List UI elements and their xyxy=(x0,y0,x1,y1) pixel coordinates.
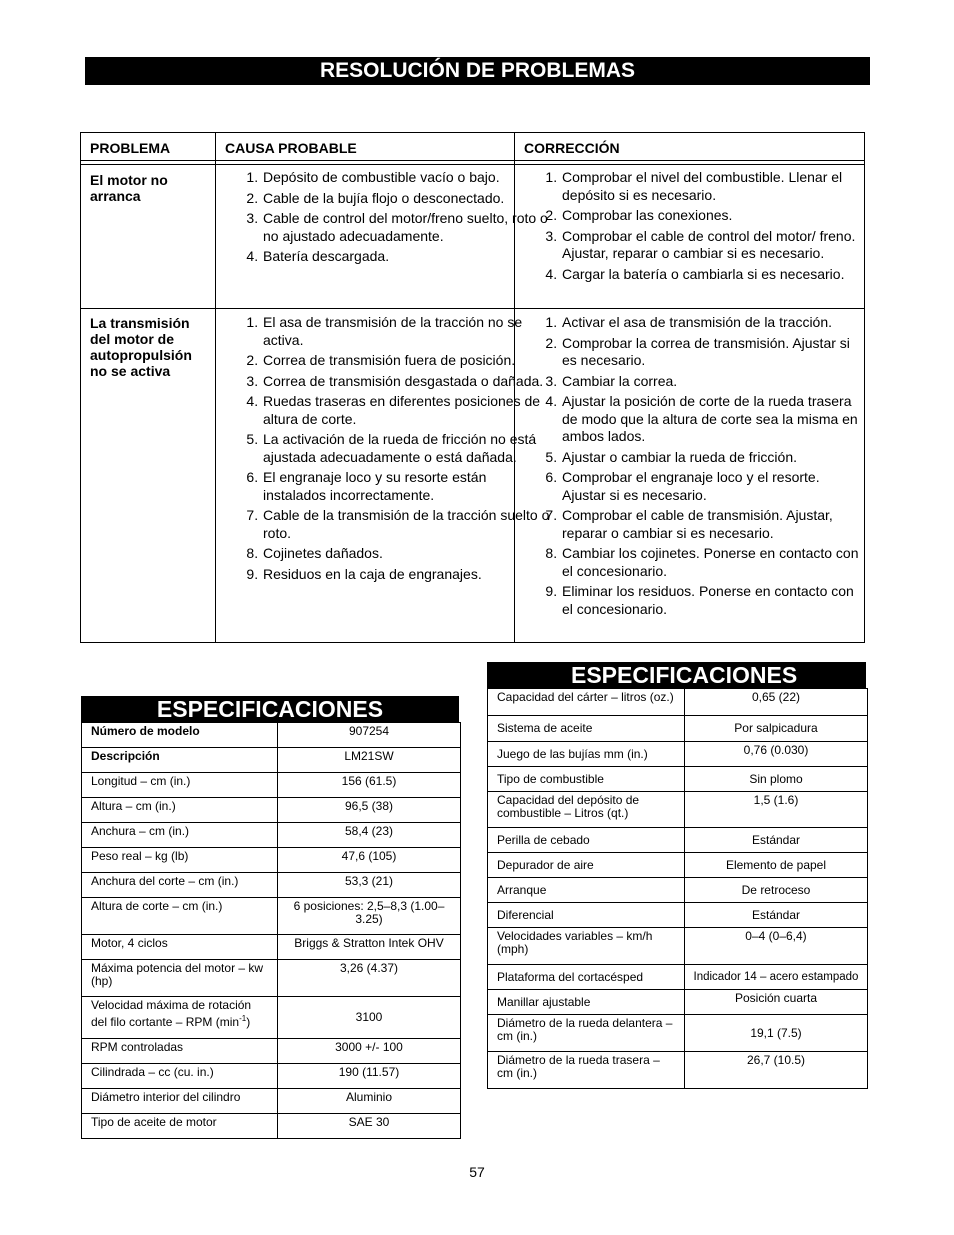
table-row xyxy=(488,828,868,853)
list-item: 9. Residuos en la caja de engranajes. xyxy=(262,566,552,584)
spec-right-table xyxy=(487,688,868,1089)
list-item: 1. Depósito de combustible vacío o bajo. xyxy=(262,169,552,187)
list-item: 3. Correa de transmisión desgastada o dañada. xyxy=(262,373,552,391)
spec-label: Diámetro interior del cilindro xyxy=(82,1089,278,1114)
spec-value: De retroceso xyxy=(685,878,868,903)
spec-value: 0,65 (22) xyxy=(685,689,868,716)
superscript: -1 xyxy=(239,1014,247,1023)
spec-label: Número de modelo xyxy=(82,723,278,748)
table-row xyxy=(488,792,868,828)
spec-label: Cilindrada – cc (cu. in.) xyxy=(82,1064,278,1089)
spec-label: Sistema de aceite xyxy=(488,716,685,742)
spec-label: Altura de corte – cm (in.) xyxy=(82,898,278,935)
spec-value: 907254 xyxy=(278,723,461,748)
spec-value: Posición cuarta xyxy=(685,990,868,1015)
list-item: 4. Cargar la batería o cambiarla si es necesario. xyxy=(561,266,861,284)
spec-value: 53,3 (21) xyxy=(278,873,461,898)
spec-value: 1,5 (1.6) xyxy=(685,792,868,828)
header-problem: PROBLEMA xyxy=(90,140,171,156)
table-row xyxy=(82,873,461,898)
row-divider xyxy=(81,160,864,161)
spec-value: Indicador 14 – acero estampado xyxy=(685,965,868,990)
list-item: 3. Cable de control del motor/freno suelto, roto o no ajustado adecuadamente. xyxy=(262,210,552,245)
table-row xyxy=(488,853,868,878)
spec-label: Diámetro de la rueda delantera – cm (in.) xyxy=(488,1015,685,1052)
page-title: RESOLUCIÓN DE PROBLEMAS xyxy=(85,57,870,85)
list-item: 4. Ajustar la posición de corte de la rueda trasera de modo que la altura de corte sea la misma en ambos lados. xyxy=(561,393,861,446)
spec-value: 19,1 (7.5) xyxy=(685,1015,868,1052)
list-item: 6. Comprobar el engranaje loco y el resorte. Ajustar si es necesario. xyxy=(561,469,861,504)
spec-value: 0–4 (0–6,4) xyxy=(685,928,868,965)
spec-value: Estándar xyxy=(685,828,868,853)
spec-value: 26,7 (10.5) xyxy=(685,1052,868,1089)
table-row xyxy=(488,928,868,965)
problem-label: La transmisión del motor de autopropulsión no se activa xyxy=(90,315,192,379)
spec-label: Capacidad del depósito de combustible – Litros (qt.) xyxy=(488,792,685,828)
spec-label: Depurador de aire xyxy=(488,853,685,878)
table-row xyxy=(82,798,461,823)
spec-value: Aluminio xyxy=(278,1089,461,1114)
spec-value: Elemento de papel xyxy=(685,853,868,878)
spec-value: 156 (61.5) xyxy=(278,773,461,798)
spec-value: 3,26 (4.37) xyxy=(278,960,461,997)
list-item: 5. La activación de la rueda de fricción no está ajustada adecuadamente o está dañada. xyxy=(262,431,552,466)
spec-left-title: ESPECIFICACIONES xyxy=(81,696,459,722)
list-item: 9. Eliminar los residuos. Ponerse en contacto con el concesionario. xyxy=(561,583,861,618)
table-row xyxy=(82,935,461,960)
header-correction: CORRECCIÓN xyxy=(524,140,620,156)
list-item: 1. El asa de transmisión de la tracción no se activa. xyxy=(262,314,552,349)
list-item: 7. Cable de la transmisión de la tracción suelto o roto. xyxy=(262,507,552,542)
spec-value: Briggs & Stratton Intek OHV xyxy=(278,935,461,960)
troubleshooting-table xyxy=(80,132,865,643)
spec-label: Anchura – cm (in.) xyxy=(82,823,278,848)
spec-label-text: Velocidad máxima de rotación del filo cortante – RPM (min xyxy=(91,998,252,1029)
spec-label: Plataforma del cortacésped xyxy=(488,965,685,990)
table-row xyxy=(488,878,868,903)
spec-value: 190 (11.57) xyxy=(278,1064,461,1089)
table-row xyxy=(82,997,461,1039)
spec-label: Descripción xyxy=(82,748,278,773)
table-row xyxy=(82,748,461,773)
correction-list xyxy=(514,169,861,286)
spec-label: Diámetro de la rueda trasera – cm (in.) xyxy=(488,1052,685,1089)
table-row xyxy=(488,903,868,928)
spec-value: LM21SW xyxy=(278,748,461,773)
list-item: 4. Ruedas traseras en diferentes posiciones de altura de corte. xyxy=(262,393,552,428)
spec-value: Por salpicadura xyxy=(685,716,868,742)
spec-label-suffix: ) xyxy=(246,1015,251,1029)
table-row xyxy=(488,689,868,716)
list-item: 1. Activar el asa de transmisión de la tracción. xyxy=(561,314,861,332)
spec-value: 0,76 (0.030) xyxy=(685,742,868,767)
table-row xyxy=(82,823,461,848)
spec-value: 3000 +/- 100 xyxy=(278,1039,461,1064)
table-row xyxy=(488,965,868,990)
list-item: 5. Ajustar o cambiar la rueda de fricción. xyxy=(561,449,861,467)
spec-label: Juego de las bujías mm (in.) xyxy=(488,742,685,767)
list-item: 3. Comprobar el cable de control del motor/ freno. Ajustar, reparar o cambiar si es necesario. xyxy=(561,228,861,263)
spec-value: 96,5 (38) xyxy=(278,798,461,823)
spec-label: Capacidad del cárter – litros (oz.) xyxy=(488,689,685,716)
table-row xyxy=(82,898,461,935)
table-row xyxy=(82,1064,461,1089)
spec-label: Peso real – kg (lb) xyxy=(82,848,278,873)
spec-label: Velocidades variables – km/h (mph) xyxy=(488,928,685,965)
spec-label: Longitud – cm (in.) xyxy=(82,773,278,798)
cause-list xyxy=(215,314,552,586)
spec-label: Máxima potencia del motor – kw (hp) xyxy=(82,960,278,997)
list-item: 2. Cable de la bujía flojo o desconectado. xyxy=(262,190,552,208)
correction-list xyxy=(514,314,861,621)
row-divider xyxy=(81,308,864,309)
table-row xyxy=(82,1114,461,1139)
spec-label: Motor, 4 ciclos xyxy=(82,935,278,960)
table-row xyxy=(82,773,461,798)
list-item: 3. Cambiar la correa. xyxy=(561,373,861,391)
problem-label: El motor no arranca xyxy=(90,172,168,204)
spec-left-table xyxy=(81,722,461,1139)
list-item: 7. Comprobar el cable de transmisión. Ajustar, reparar o cambiar si es necesario. xyxy=(561,507,861,542)
table-row xyxy=(488,1052,868,1089)
spec-label: Manillar ajustable xyxy=(488,990,685,1015)
spec-value: Sin plomo xyxy=(685,767,868,792)
table-row xyxy=(488,990,868,1015)
spec-label: RPM controladas xyxy=(82,1039,278,1064)
table-row xyxy=(488,716,868,742)
list-item: 4. Batería descargada. xyxy=(262,248,552,266)
spec-label: Altura – cm (in.) xyxy=(82,798,278,823)
spec-label xyxy=(82,997,278,1039)
table-row xyxy=(488,742,868,767)
spec-label: Tipo de combustible xyxy=(488,767,685,792)
list-item: 1. Comprobar el nivel del combustible. Llenar el depósito si es necesario. xyxy=(561,169,861,204)
table-row xyxy=(488,1015,868,1052)
spec-label: Tipo de aceite de motor xyxy=(82,1114,278,1139)
spec-label: Diferencial xyxy=(488,903,685,928)
list-item: 8. Cambiar los cojinetes. Ponerse en contacto con el concesionario. xyxy=(561,545,861,580)
spec-label: Anchura del corte – cm (in.) xyxy=(82,873,278,898)
spec-value: 58,4 (23) xyxy=(278,823,461,848)
spec-value: 3100 xyxy=(278,997,461,1039)
list-item: 8. Cojinetes dañados. xyxy=(262,545,552,563)
row-divider xyxy=(81,164,864,165)
cause-list xyxy=(215,169,552,269)
table-row xyxy=(82,1089,461,1114)
list-item: 2. Comprobar las conexiones. xyxy=(561,207,861,225)
spec-value: 47,6 (105) xyxy=(278,848,461,873)
page-number: 57 xyxy=(469,1164,485,1180)
table-row xyxy=(82,723,461,748)
spec-label: Arranque xyxy=(488,878,685,903)
spec-value: 6 posiciones: 2,5–8,3 (1.00–3.25) xyxy=(278,898,461,935)
table-row xyxy=(82,848,461,873)
spec-value: SAE 30 xyxy=(278,1114,461,1139)
header-cause: CAUSA PROBABLE xyxy=(225,140,357,156)
spec-value: Estándar xyxy=(685,903,868,928)
table-row xyxy=(488,767,868,792)
list-item: 2. Correa de transmisión fuera de posición. xyxy=(262,352,552,370)
table-row xyxy=(82,960,461,997)
table-row xyxy=(82,1039,461,1064)
spec-label: Perilla de cebado xyxy=(488,828,685,853)
spec-right-title: ESPECIFICACIONES xyxy=(487,662,866,688)
list-item: 6. El engranaje loco y su resorte están instalados incorrectamente. xyxy=(262,469,552,504)
list-item: 2. Comprobar la correa de transmisión. Ajustar si es necesario. xyxy=(561,335,861,370)
